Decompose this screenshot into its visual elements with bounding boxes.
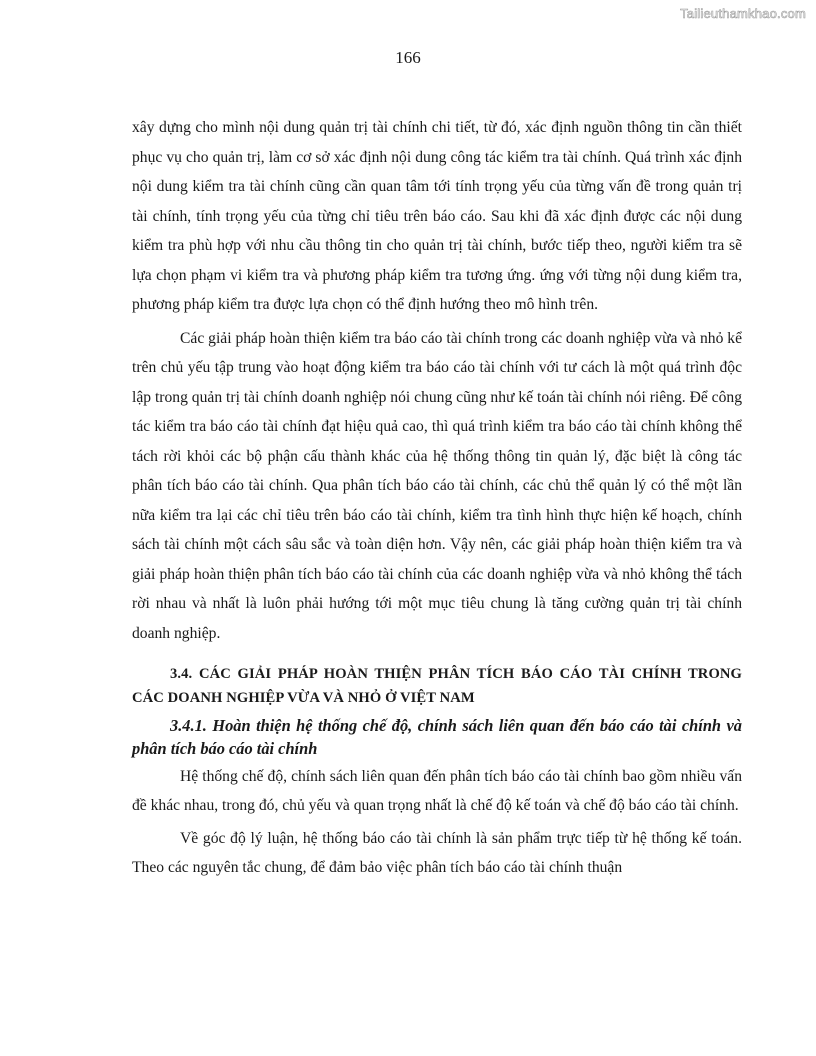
subsection-heading: 3.4.1. Hoàn thiện hệ thống chế độ, chính sách liên quan đến báo cáo tài chính và phân tích báo cáo tài chính (132, 716, 742, 758)
page-number: 166 (395, 48, 421, 67)
section-heading: 3.4. CÁC GIẢI PHÁP HOÀN THIỆN PHÂN TÍCH BÁO CÁO TÀI CHÍNH TRONG CÁC DOANH NGHIỆP VỪA VÀ NHỎ Ở VIỆT NAM (132, 666, 742, 706)
document-body (132, 113, 742, 886)
paragraph-1: xây dựng cho mình nội dung quản trị tài chính chi tiết, từ đó, xác định nguồn thông tin cần thiết phục vụ cho quản trị, làm cơ sở xác định nội dung công tác kiểm tra tài chính. Quá trình xác định nội dung kiểm tra tài chính cũng cần quan tâm tới tính trọng yếu của từng vấn đề trong quản trị tài chính, tính trọng yếu của từng chỉ tiêu trên báo cáo. Sau khi đã xác định được các nội dung kiểm tra phù hợp với nhu cầu thông tin cho quản trị tài chính, bước tiếp theo, người kiểm tra sẽ lựa chọn phạm vi kiểm tra và phương pháp kiểm tra tương ứng. ứng với từng nội dung kiểm tra, phương pháp kiểm tra được lựa chọn có thể định hướng theo mô hình trên. (132, 119, 742, 313)
paragraph-2: Các giải pháp hoàn thiện kiểm tra báo cáo tài chính trong các doanh nghiệp vừa và nhỏ kể trên chủ yếu tập trung vào hoạt động kiểm tra báo cáo tài chính với tư cách là một quá trình độc lập trong quản trị tài chính doanh nghiệp nói chung cũng như kế toán tài chính nói riêng. Để công tác kiểm tra báo cáo tài chính đạt hiệu quả cao, thì quá trình kiểm tra báo cáo tài chính không thể tách rời khỏi các bộ phận cấu thành khác của hệ thống thông tin quản lý, đặc biệt là công tác phân tích báo cáo tài chính. Qua phân tích báo cáo tài chính, các chủ thể quản lý có thể một lần nữa kiểm tra lại các chỉ tiêu trên báo cáo tài chính, kiểm tra tình hình thực hiện kế hoạch, chính sách tài chính một cách sâu sắc và toàn diện hơn. Vậy nên, các giải pháp hoàn thiện kiểm tra và giải pháp hoàn thiện phân tích báo cáo tài chính của các doanh nghiệp vừa và nhỏ không thể tách rời nhau và nhất là luôn phải hướng tới một mục tiêu chung là tăng cường quản trị tài chính doanh nghiệp. (132, 329, 742, 642)
paragraph-4: Về góc độ lý luận, hệ thống báo cáo tài chính là sản phẩm trực tiếp từ hệ thống kế toán. Theo các nguyên tắc chung, để đảm bảo việc phân tích báo cáo tài chính thuận (132, 830, 742, 876)
paragraph-3: Hệ thống chế độ, chính sách liên quan đến phân tích báo cáo tài chính bao gồm nhiều vấn đề khác nhau, trong đó, chủ yếu và quan trọng nhất là chế độ kế toán và chế độ báo cáo tài chính. (132, 768, 742, 814)
watermark-text: Tailieuthamkhao.com (680, 6, 806, 21)
